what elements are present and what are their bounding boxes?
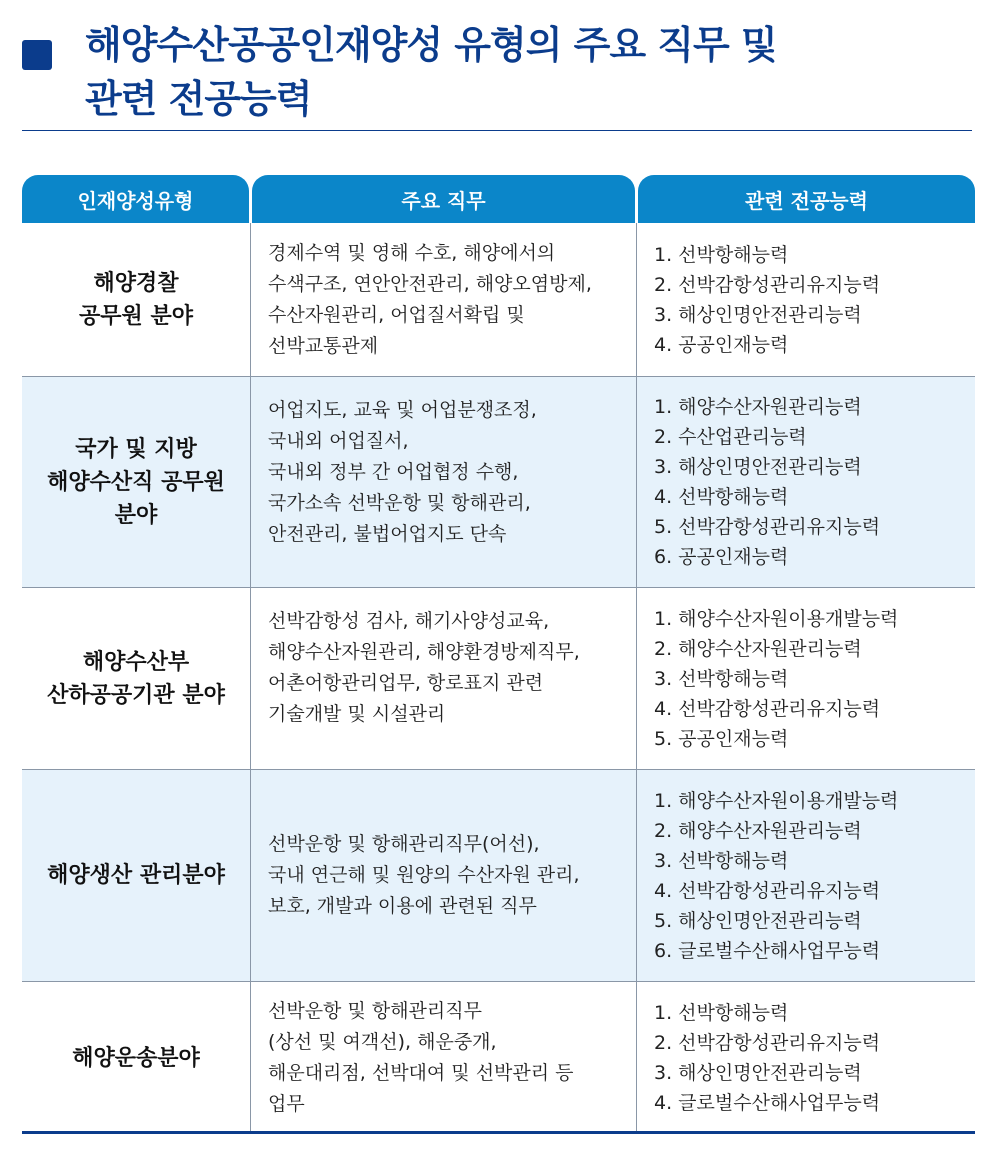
type-line: 산하공공기관 분야 xyxy=(47,682,225,708)
ability-item: 3. 해상인명안전관리능력 xyxy=(654,1062,862,1084)
title-marker-icon xyxy=(22,40,52,70)
duty-line: 선박운항 및 항해관리직무 xyxy=(268,1000,482,1022)
table-row xyxy=(22,588,975,770)
type-cell xyxy=(22,982,250,1134)
duties-cell xyxy=(250,588,637,769)
ability-item: 4. 공공인재능력 xyxy=(654,333,789,356)
ability-item: 5. 해상인명안전관리능력 xyxy=(654,909,862,932)
ability-item: 1. 해양수산자원이용개발능력 xyxy=(654,789,899,812)
duty-line: 어촌어항관리업무, 항로표지 관련 xyxy=(268,672,544,694)
table-row xyxy=(22,982,975,1134)
ability-item: 1. 해양수산자원이용개발능력 xyxy=(654,607,899,630)
ability-item: 5. 선박감항성관리유지능력 xyxy=(654,516,881,538)
duty-line: 해양수산자원관리, 해양환경방제직무, xyxy=(268,641,580,663)
duty-line: 안전관리, 불법어업지도 단속 xyxy=(268,523,507,545)
ability-item: 6. 글로벌수산해사업무능력 xyxy=(654,939,881,962)
type-cell xyxy=(22,588,250,769)
duty-line: 해운대리점, 선박대여 및 선박관리 등 xyxy=(268,1062,574,1084)
ability-item: 1. 선박항해능력 xyxy=(654,243,789,266)
header-type: 인재양성유형 xyxy=(22,175,249,223)
duty-line: 수색구조, 연안안전관리, 해양오염방제, xyxy=(268,272,592,295)
abilities-cell xyxy=(637,588,975,769)
abilities-cell xyxy=(637,377,975,587)
duty-line: 선박감항성 검사, 해기사양성교육, xyxy=(268,610,550,632)
title-divider xyxy=(22,130,972,131)
table-row xyxy=(22,770,975,982)
ability-item: 2. 해양수산자원관리능력 xyxy=(654,819,862,842)
duties-cell xyxy=(250,223,637,376)
abilities-cell xyxy=(637,223,975,376)
table-header xyxy=(22,175,975,223)
ability-item: 3. 선박항해능력 xyxy=(654,849,789,872)
type-cell xyxy=(22,770,250,981)
table-row xyxy=(22,377,975,588)
ability-item: 2. 선박감항성관리유지능력 xyxy=(654,1032,881,1054)
page-title-line-1: 해양수산공공인재양성 유형의 주요 직무 및 xyxy=(85,23,777,67)
type-line: 분야 xyxy=(114,502,158,528)
duties-cell xyxy=(250,377,637,587)
ability-item: 4. 선박감항성관리유지능력 xyxy=(654,697,881,720)
ability-item: 4. 글로벌수산해사업무능력 xyxy=(654,1092,881,1114)
duty-line: 경제수역 및 영해 수호, 해양에서의 xyxy=(268,241,556,264)
type-line: 해양경찰 xyxy=(93,270,179,296)
duties-cell xyxy=(250,770,637,981)
duty-line: 국내외 어업질서, xyxy=(268,430,409,452)
duty-line: (상선 및 여객선), 해운중개, xyxy=(268,1031,497,1053)
ability-item: 3. 해상인명안전관리능력 xyxy=(654,303,862,326)
ability-item: 3. 선박항해능력 xyxy=(654,667,789,690)
page-title-line-2: 관련 전공능력 xyxy=(85,77,312,121)
type-line: 해양수산직 공무원 xyxy=(47,469,225,495)
duties-table xyxy=(22,175,975,1134)
ability-item: 5. 공공인재능력 xyxy=(654,727,789,750)
header-abilities: 관련 전공능력 xyxy=(638,175,975,223)
ability-item: 1. 해양수산자원관리능력 xyxy=(654,396,862,418)
ability-item: 2. 수산업관리능력 xyxy=(654,426,807,448)
duty-line: 보호, 개발과 이용에 관련된 직무 xyxy=(268,895,537,917)
ability-item: 4. 선박항해능력 xyxy=(654,486,789,508)
type-line: 해양생산 관리분야 xyxy=(47,863,225,888)
duty-line: 수산자원관리, 어업질서확립 및 xyxy=(268,303,525,326)
header-duties: 주요 직무 xyxy=(252,175,635,223)
duty-line: 선박운항 및 항해관리직무(어선), xyxy=(268,833,540,855)
duties-cell xyxy=(250,982,637,1134)
type-cell xyxy=(22,377,250,587)
duty-line: 국내외 정부 간 어업협정 수행, xyxy=(268,461,519,483)
ability-item: 4. 선박감항성관리유지능력 xyxy=(654,879,881,902)
duty-line: 선박교통관제 xyxy=(268,334,379,357)
type-cell xyxy=(22,223,250,376)
bottom-divider xyxy=(22,1131,975,1134)
type-line: 공무원 분야 xyxy=(79,303,193,329)
duty-line: 기술개발 및 시설관리 xyxy=(268,703,446,725)
ability-item: 6. 공공인재능력 xyxy=(654,546,789,568)
ability-item: 2. 선박감항성관리유지능력 xyxy=(654,273,881,296)
ability-item: 2. 해양수산자원관리능력 xyxy=(654,637,862,660)
table-row xyxy=(22,223,975,377)
type-line: 국가 및 지방 xyxy=(75,436,197,462)
duty-line: 어업지도, 교육 및 어업분쟁조정, xyxy=(268,399,537,421)
abilities-cell xyxy=(637,770,975,981)
page-title xyxy=(85,18,965,126)
type-line: 해양운송분야 xyxy=(72,1045,200,1071)
duty-line: 국내 연근해 및 원양의 수산자원 관리, xyxy=(268,864,580,886)
ability-item: 1. 선박항해능력 xyxy=(654,1002,789,1024)
type-line: 해양수산부 xyxy=(82,649,190,675)
ability-item: 3. 해상인명안전관리능력 xyxy=(654,456,862,478)
abilities-cell xyxy=(637,982,975,1134)
duty-line: 국가소속 선박운항 및 항해관리, xyxy=(268,492,531,514)
duty-line: 업무 xyxy=(268,1093,305,1115)
